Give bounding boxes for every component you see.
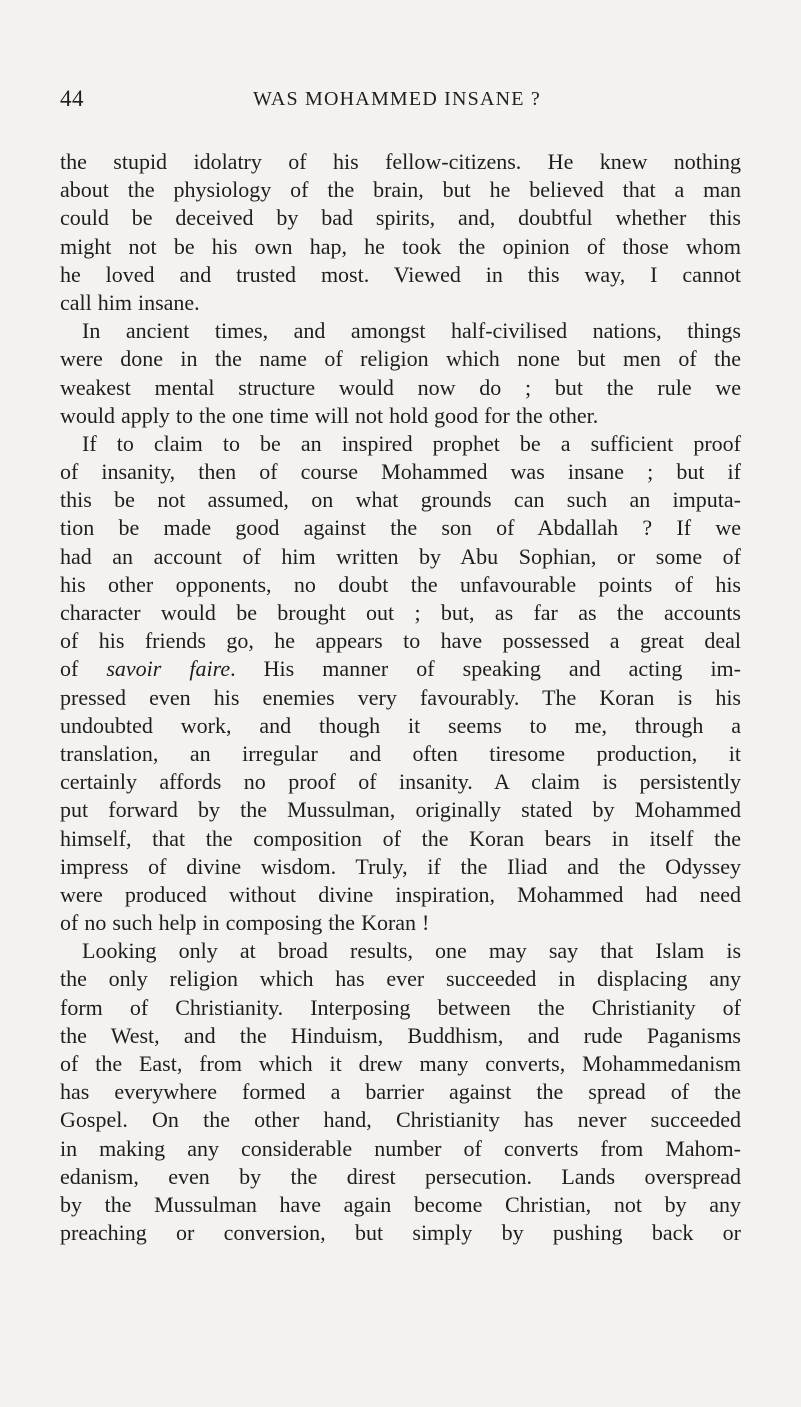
text-line: he loved and trusted most. Viewed in this way, I cannot [60,261,741,287]
text-line: his other opponents, no doubt the unfavourable points of his [60,571,741,597]
text-line: put forward by the Mussulman, originally stated by Mohammed [60,797,741,823]
text-line: of insanity, then of course Mohammed was insane ; but if [60,459,741,485]
text-line: translation, an irregular and often tiresome production, it [60,740,741,766]
text-line: impress of divine wisdom. Truly, if the Iliad and the Odyssey [60,853,741,879]
paragraph-start-line: If to claim to be an inspired prophet be a sufficient proof [82,430,741,456]
text-line: would apply to the one time will not hold good for the other. [60,402,599,428]
text-line-with-italic: of savoir faire. His manner of speaking and acting im- [60,656,741,682]
text-line: could be deceived by bad spirits, and, doubtful whether this [60,205,741,231]
text-line: were produced without divine inspiration, Mohammed had need [60,881,741,907]
text-line: might not be his own hap, he took the opinion of those whom [60,233,741,259]
text-line: had an account of him written by Abu Sophian, or some of [60,543,741,569]
text-line: the stupid idolatry of his fellow-citizens. He knew nothing [60,149,741,174]
paragraph-start-line: Looking only at broad results, one may say that Islam is [82,938,741,964]
text-line: of no such help in composing the Koran ! [60,910,430,936]
text-line: tion be made good against the son of Abdallah ? If we [60,515,741,541]
text-line: were done in the name of religion which none but men of the [60,346,741,372]
text-line: form of Christianity. Interposing between the Christianity of [60,994,741,1020]
text-line: by the Mussulman have again become Christian, not by any [60,1191,741,1217]
text-line: character would be brought out ; but, as far as the accounts [60,600,741,625]
text-line: edanism, even by the direst persecution. Lands overspread [60,1163,741,1189]
text-line: preaching or conversion, but simply by pushing back or [60,1220,741,1246]
text-line: this be not assumed, on what grounds can such an imputa- [60,487,741,513]
text-line: of his friends go, he appears to have possessed a great deal [60,628,741,654]
body-text [60,148,741,1247]
text-line: about the physiology of the brain, but he believed that a man [60,177,741,203]
text-line: in making any considerable number of converts from Mahom- [60,1135,741,1161]
page-header [60,86,720,118]
text-line: the only religion which has ever succeeded in displacing any [60,966,741,992]
text-line: has everywhere formed a barrier against the spread of the [60,1079,741,1105]
italic-phrase: savoir faire [106,656,231,682]
text-line: certainly affords no proof of insanity. A claim is persistently [60,769,741,795]
text-line: of the East, from which it drew many converts, Mohammedanism [60,1051,741,1076]
running-title: WAS MOHAMMED INSANE ? [253,88,541,110]
paragraph-start-line: In ancient times, and amongst half-civilised nations, things [82,318,741,344]
page-number: 44 [60,86,84,111]
text-line: undoubted work, and though it seems to me, through a [60,712,741,738]
text-line: call him insane. [60,289,200,315]
text-line: the West, and the Hinduism, Buddhism, and rude Paganisms [60,1022,741,1048]
text-line: weakest mental structure would now do ; but the rule we [60,374,741,400]
text-line: pressed even his enemies very favourably. The Koran is his [60,684,741,710]
text-line: Gospel. On the other hand, Christianity has never succeeded [60,1107,741,1133]
text-line: himself, that the composition of the Koran bears in itself the [60,825,741,851]
